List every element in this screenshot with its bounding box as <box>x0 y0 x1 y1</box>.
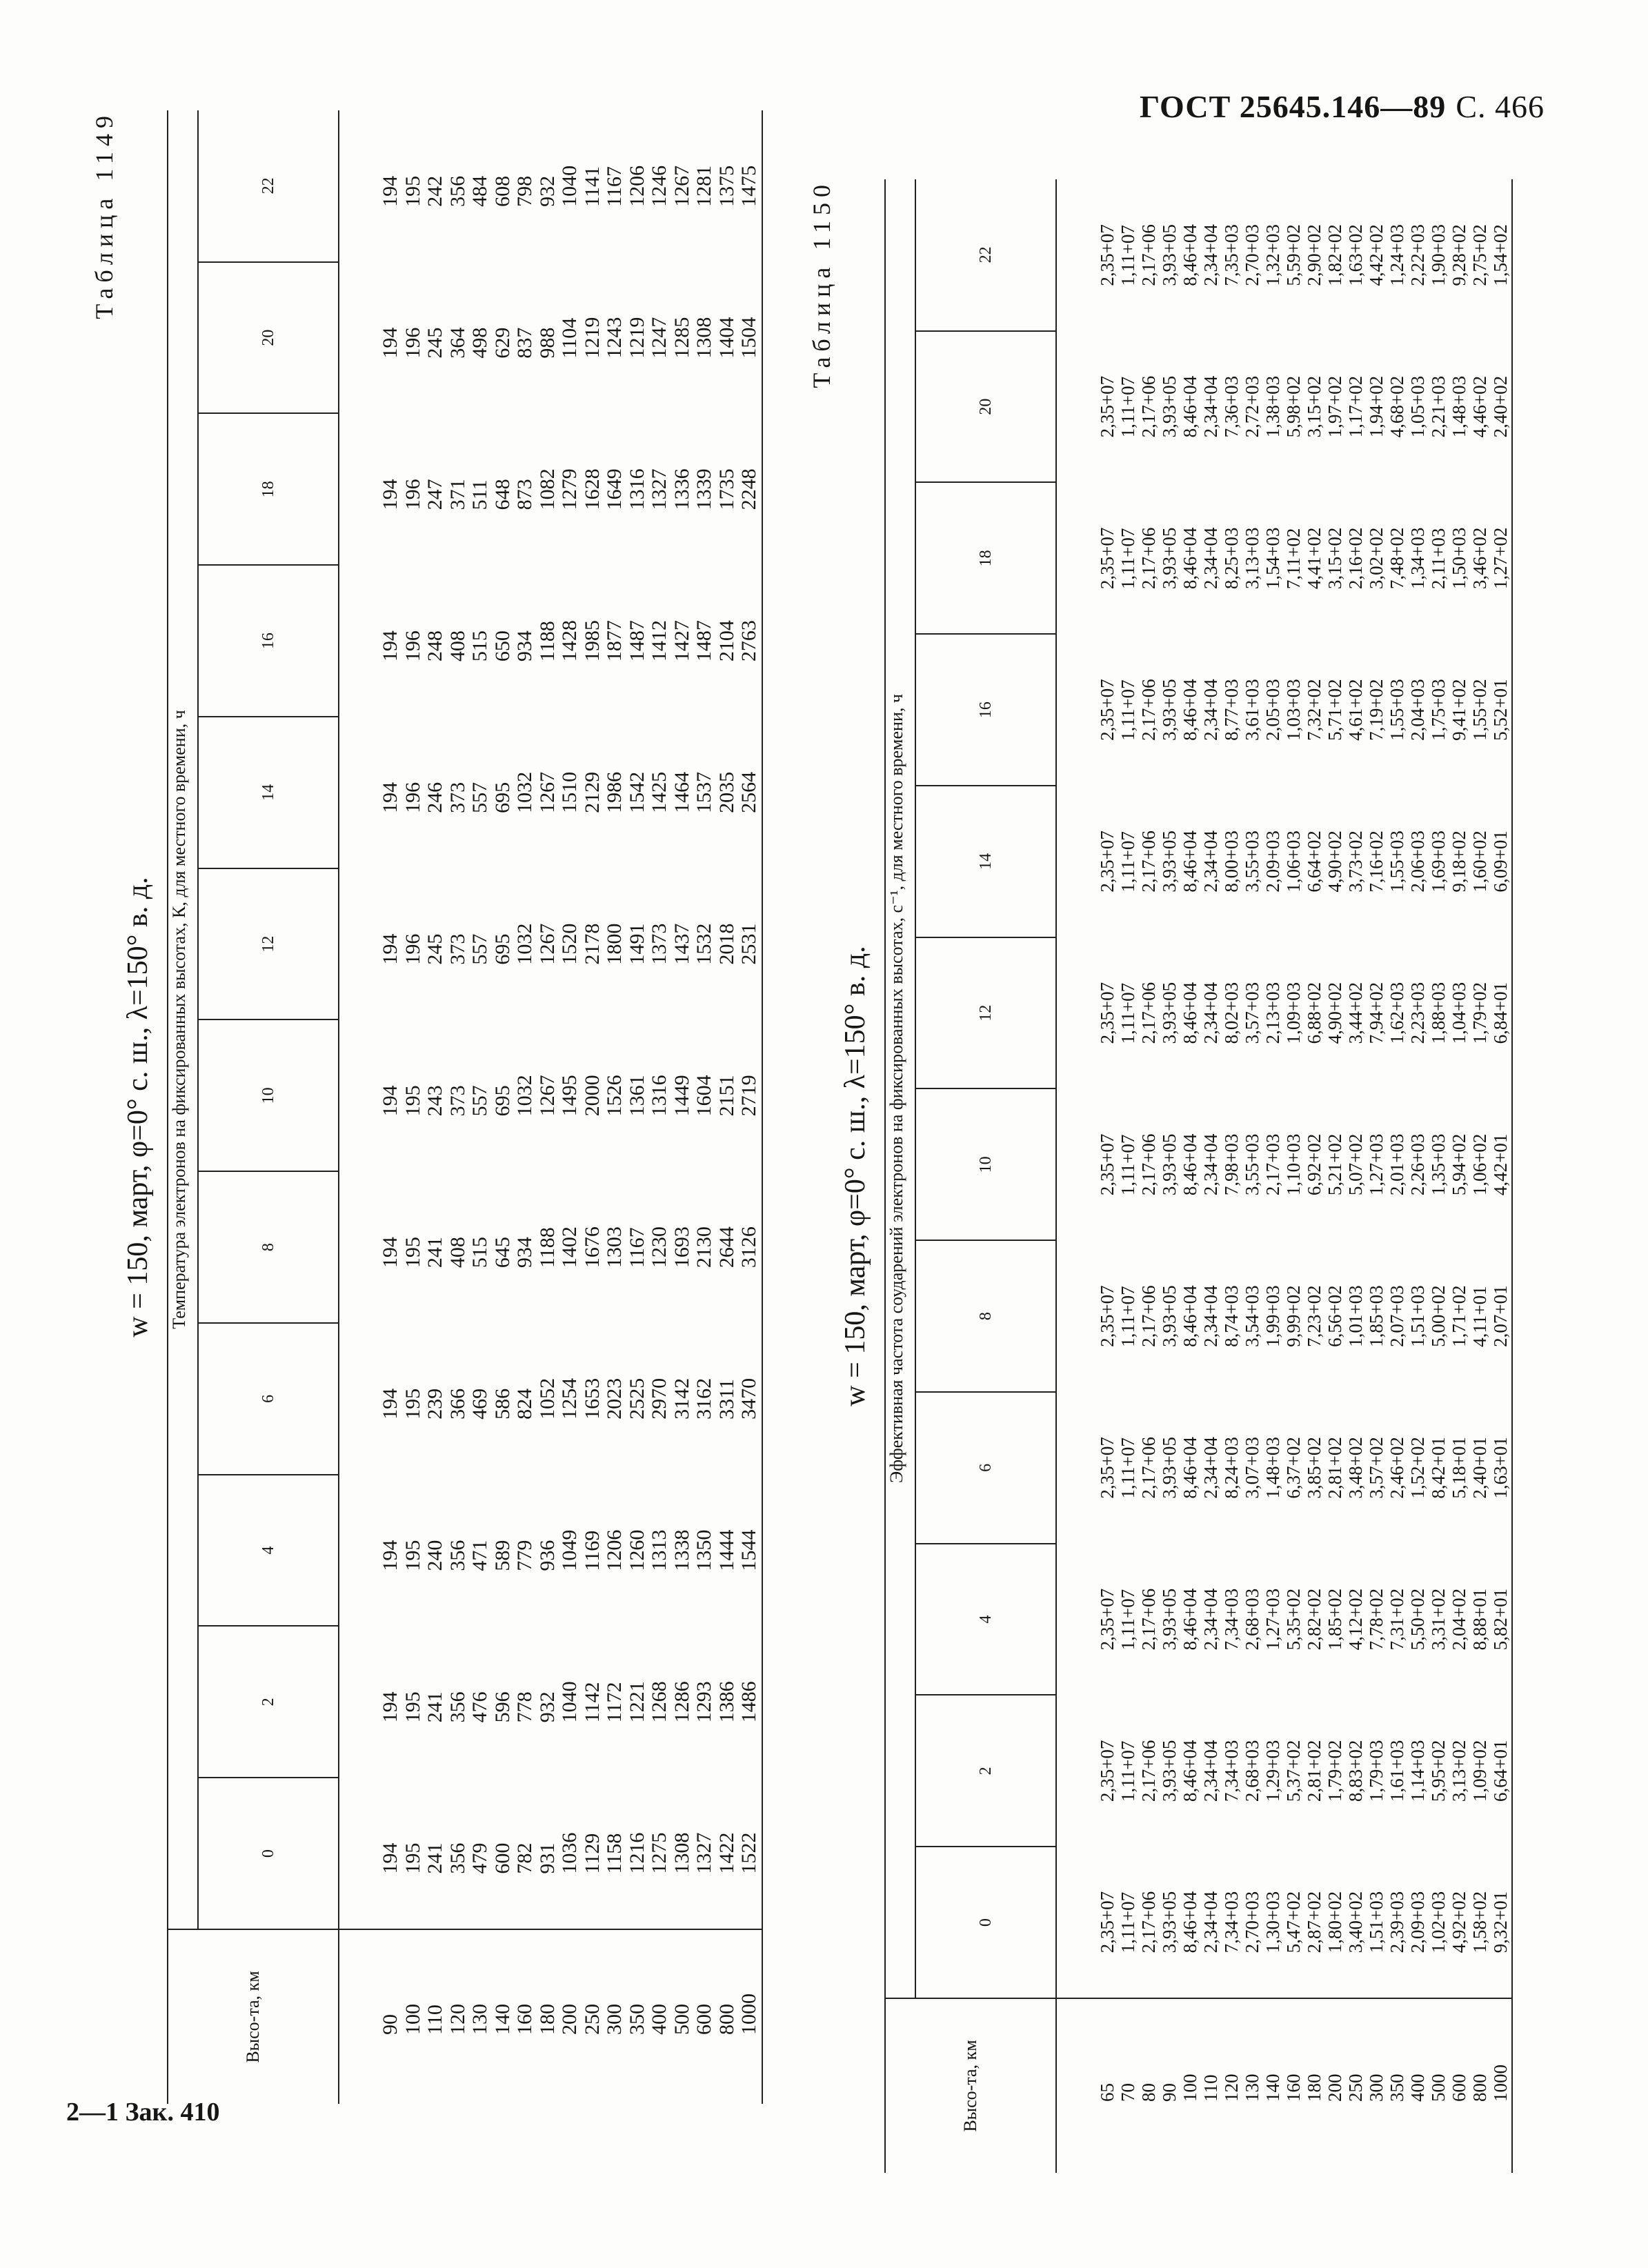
hour-header: 20 <box>915 331 1056 483</box>
hour-header: 10 <box>198 1020 339 1172</box>
hour-header: 10 <box>915 1089 1056 1241</box>
column-values: 2,35+07 1,11+07 2,17+06 3,93+05 8,46+04 2,34+04 7,35+03 2,70+03 1,32+03 5,59+02 2,90+02 1,82+02 1,63+02 4,42+02 1,24+03 2,22+03 1,90+03 9,28+02 2,75+02 1,54+02 <box>1097 224 1511 286</box>
footer-note: 2—1 Зак. 410 <box>66 2098 220 2127</box>
column-values: 2,35+07 1,11+07 2,17+06 3,93+05 8,46+04 2,34+04 7,34+03 2,68+03 1,29+03 5,37+02 2,81+02 1,79+02 8,83+02 1,79+03 1,61+03 1,14+03 5,95+02 3,13+02 1,09+02 6,64+01 <box>1097 1740 1511 1802</box>
hour-header: 16 <box>198 565 339 717</box>
column-values: 194 195 240 356 471 589 779 936 1049 1169 1206 1260 1313 1338 1350 1444 1544 <box>379 1529 760 1571</box>
column-values: 194 195 241 356 476 596 778 932 1040 1142 1172 1221 1268 1286 1293 1386 1486 <box>379 1681 760 1723</box>
column-values: 2,35+07 1,11+07 2,17+06 3,93+05 8,46+04 2,34+04 7,34+03 2,70+03 1,30+03 5,47+02 2,87+02 1,80+02 3,40+02 1,51+03 2,39+03 2,09+03 1,02+03 4,92+02 1,58+02 9,32+01 <box>1097 1891 1511 1953</box>
hour-header: 4 <box>198 1475 339 1627</box>
data-column <box>339 868 762 1020</box>
hour-header: 6 <box>198 1323 339 1475</box>
data-column <box>1056 1847 1512 1998</box>
hour-header: 22 <box>915 179 1056 331</box>
data-column <box>339 717 762 868</box>
hour-header: 0 <box>198 1778 339 1929</box>
data-column <box>339 110 762 262</box>
hour-header: 18 <box>915 483 1056 635</box>
group-header: Эффективная частота соударений электронов на фиксированных высотах, с⁻¹, для местного времени, ч <box>885 179 915 1998</box>
column-values: 2,35+07 1,11+07 2,17+06 3,93+05 8,46+04 2,34+04 8,00+03 3,55+03 2,09+03 1,06+03 6,64+02 4,90+02 3,73+02 7,16+02 1,55+03 2,06+03 1,69+03 9,18+02 1,60+02 6,09+01 <box>1097 830 1511 893</box>
data-column <box>339 1171 762 1323</box>
page-header <box>1140 88 1545 125</box>
column-values: 2,35+07 1,11+07 2,17+06 3,93+05 8,46+04 2,34+04 8,02+03 3,57+03 2,13+03 1,09+03 6,88+02 4,90+02 3,44+02 7,94+02 1,62+03 2,23+03 1,88+03 1,04+03 1,79+02 6,84+01 <box>1097 982 1511 1044</box>
altitude-values: 65 70 80 90 100 110 120 130 140 160 180 200 250 300 350 400 500 600 800 1000 <box>1097 2065 1511 2102</box>
hour-header: 20 <box>198 262 339 414</box>
hour-header: 0 <box>915 1847 1056 1998</box>
data-column <box>1056 331 1512 483</box>
altitude-column <box>1056 1998 1512 2173</box>
hour-header: 6 <box>915 1392 1056 1544</box>
altitude-header: Высо-та, км <box>168 1929 339 2104</box>
table-number: Таблица 1150 <box>808 179 835 388</box>
column-values: 194 195 241 408 515 645 934 1188 1402 1676 1303 1167 1230 1693 2130 2644 3126 <box>379 1226 760 1269</box>
column-values: 2,35+07 1,11+07 2,17+06 3,93+05 8,46+04 2,34+04 8,74+03 3,54+03 1,99+03 9,99+02 7,23+02 6,56+02 1,01+03 1,85+03 2,07+03 1,51+03 5,00+02 1,71+02 4,11+01 2,07+01 <box>1097 1285 1511 1347</box>
data-table <box>167 110 763 2104</box>
hour-header: 14 <box>915 786 1056 937</box>
column-values: 2,35+07 1,11+07 2,17+06 3,93+05 8,46+04 2,34+04 8,25+03 3,13+03 1,54+03 7,11+02 4,41+02 3,15+02 2,16+02 3,02+02 7,48+02 1,34+03 2,11+03 1,50+03 3,46+02 1,27+02 <box>1097 527 1511 590</box>
hour-header: 2 <box>915 1695 1056 1847</box>
altitude-values: 90 100 110 120 130 140 160 180 200 250 300 350 400 500 600 800 1000 <box>379 1993 760 2035</box>
hour-header: 8 <box>198 1171 339 1323</box>
altitude-header: Высо-та, км <box>885 1998 1056 2173</box>
column-values: 2,35+07 1,11+07 2,17+06 3,93+05 8,46+04 2,34+04 7,98+03 3,55+03 2,17+03 1,10+03 6,92+02 5,21+02 5,07+02 1,27+03 2,01+03 2,26+03 1,35+03 5,94+02 1,06+02 4,42+01 <box>1097 1133 1511 1196</box>
data-column <box>1056 1544 1512 1695</box>
hour-header: 14 <box>198 717 339 868</box>
data-table <box>884 179 1513 2173</box>
data-column <box>1056 634 1512 786</box>
data-column <box>1056 1089 1512 1241</box>
column-values: 2,35+07 1,11+07 2,17+06 3,93+05 8,46+04 2,34+04 7,36+03 2,72+03 1,38+03 5,98+02 3,15+02 1,97+02 1,17+02 1,94+02 4,68+02 1,05+03 2,21+03 1,48+03 4,46+02 2,40+02 <box>1097 375 1511 438</box>
data-column <box>1056 1240 1512 1392</box>
gost-number: ГОСТ 25645.146—89 <box>1139 89 1447 124</box>
data-column <box>339 1475 762 1627</box>
column-values: 194 196 246 373 557 695 1032 1267 1510 2129 1986 1542 1425 1464 1537 2035 2564 <box>379 771 760 813</box>
hour-header: 22 <box>198 110 339 262</box>
page-number: С. 466 <box>1456 89 1545 124</box>
data-column <box>339 1778 762 1929</box>
hour-header: 16 <box>915 634 1056 786</box>
table-body-row <box>339 110 762 2104</box>
column-values: 2,35+07 1,11+07 2,17+06 3,93+05 8,46+04 2,34+04 8,24+03 3,07+03 1,48+03 6,37+02 3,85+02 2,81+02 3,48+02 3,57+02 2,46+02 1,52+02 8,42+01 5,18+01 2,40+01 1,63+01 <box>1097 1437 1511 1499</box>
column-values: 194 196 247 371 511 648 873 1082 1279 1628 1649 1316 1327 1336 1339 1735 2248 <box>379 468 760 510</box>
hour-header: 4 <box>915 1544 1056 1695</box>
column-values: 194 195 239 366 469 586 824 1052 1254 1653 2023 2525 2970 3142 3162 3311 3470 <box>379 1377 760 1420</box>
data-column <box>1056 179 1512 331</box>
group-header: Температура электронов на фиксированных высотах, К, для местного времени, ч <box>168 110 198 1929</box>
data-column <box>339 1020 762 1172</box>
data-column <box>339 262 762 414</box>
hour-header: 2 <box>198 1627 339 1778</box>
column-values: 194 195 242 356 484 608 798 932 1040 1141 1167 1206 1246 1267 1281 1375 1475 <box>379 165 760 207</box>
data-column <box>1056 1392 1512 1544</box>
data-column <box>1056 1695 1512 1847</box>
data-column <box>1056 483 1512 635</box>
table-number: Таблица 1149 <box>90 110 118 319</box>
table-1150-block <box>807 179 1511 2173</box>
column-values: 194 195 243 373 557 695 1032 1267 1495 2000 1526 1361 1316 1449 1604 2151 2719 <box>379 1075 760 1117</box>
data-column <box>339 414 762 566</box>
data-column <box>1056 937 1512 1089</box>
column-values: 194 196 245 364 498 629 837 988 1104 1219 1243 1219 1247 1285 1308 1404 1504 <box>379 317 760 359</box>
column-values: 2,35+07 1,11+07 2,17+06 3,93+05 8,46+04 2,34+04 7,34+03 2,68+03 1,27+03 5,35+02 2,82+02 1,85+02 4,12+02 7,78+02 7,31+02 5,50+02 3,31+02 2,04+02 8,88+01 5,82+01 <box>1097 1588 1511 1651</box>
hour-header: 12 <box>915 937 1056 1089</box>
table-title: w = 150, март, φ=0° с. ш., λ=150° в. д. <box>122 877 154 1337</box>
table-body-row <box>1056 179 1512 2173</box>
column-values: 194 196 245 373 557 695 1032 1267 1520 2178 1800 1491 1373 1437 1532 2018 2531 <box>379 923 760 965</box>
data-column <box>339 1627 762 1778</box>
column-values: 194 195 241 356 479 600 782 931 1036 1129 1158 1216 1275 1308 1327 1422 1522 <box>379 1832 760 1874</box>
data-column <box>339 1323 762 1475</box>
hours-row <box>198 110 339 2104</box>
hour-header: 8 <box>915 1240 1056 1392</box>
data-column <box>1056 786 1512 937</box>
altitude-column <box>339 1929 762 2104</box>
hours-row <box>915 179 1056 2173</box>
column-values: 194 196 248 408 515 650 934 1188 1428 1985 1877 1487 1412 1427 1487 2104 2763 <box>379 620 760 662</box>
hour-header: 18 <box>198 414 339 566</box>
hour-header: 12 <box>198 868 339 1020</box>
column-values: 2,35+07 1,11+07 2,17+06 3,93+05 8,46+04 2,34+04 8,77+03 3,61+03 2,05+03 1,03+03 7,32+02 5,71+02 4,61+02 7,19+02 1,55+03 2,04+03 1,75+03 9,41+02 1,55+02 5,52+01 <box>1097 679 1511 741</box>
data-column <box>339 565 762 717</box>
table-1149-block <box>90 110 780 2104</box>
table-title: w = 150, март, φ=0° с. ш., λ=150° в. д. <box>840 946 871 1406</box>
